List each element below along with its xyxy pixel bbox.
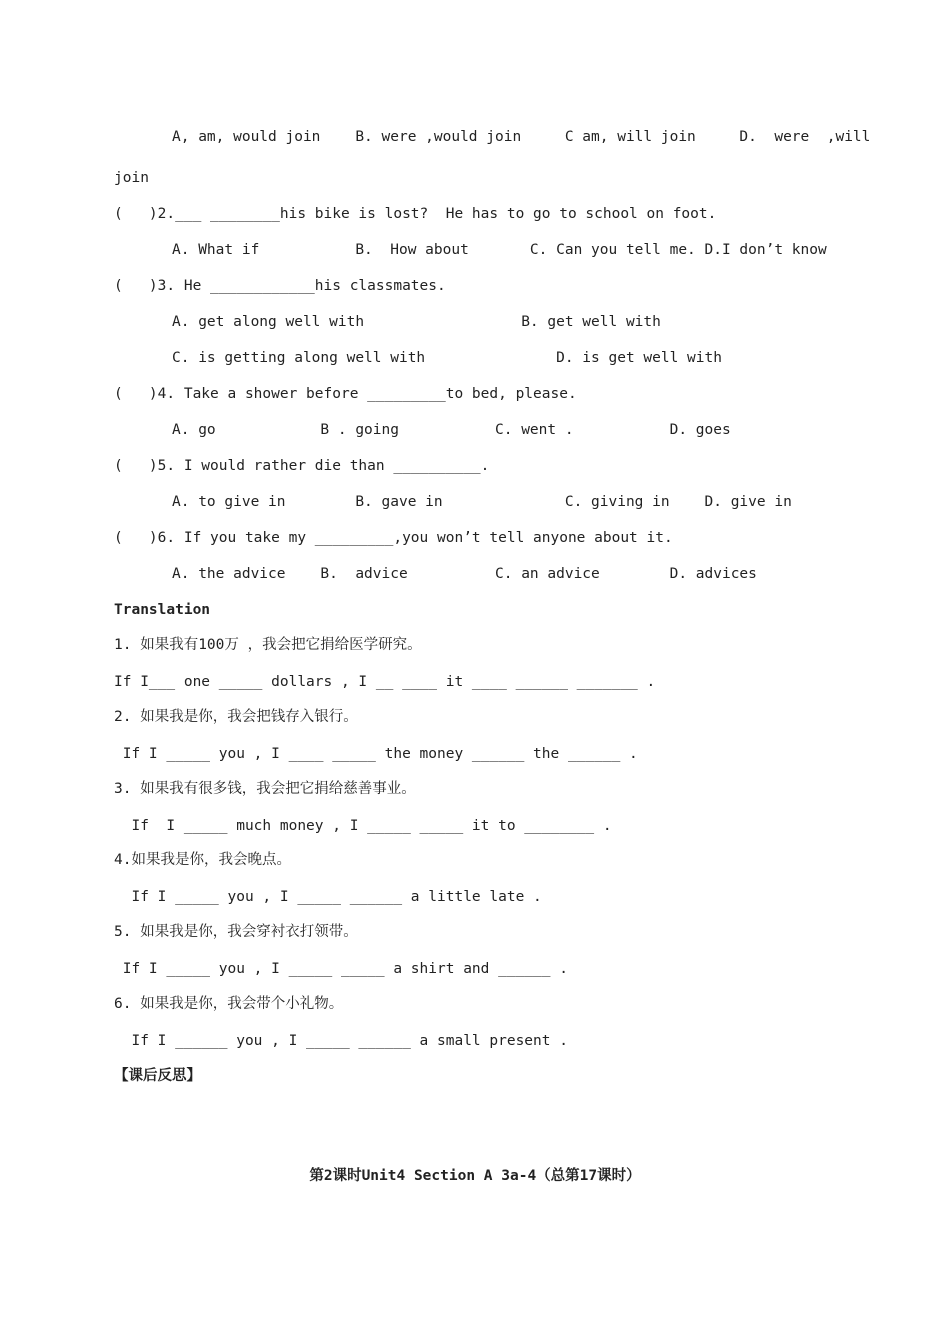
q6-stem: ( )6. If you take my _________,you won’t tell anyone about it. — [114, 530, 673, 546]
translation-item-5-cn: 5. 如果我是你，我会穿衬衣打领带。 — [114, 924, 358, 940]
translation-item-4-en: If I _____ you , I _____ ______ a little late . — [114, 889, 542, 905]
translation-item-5-en: If I _____ you , I _____ _____ a shirt and ______ . — [114, 961, 568, 977]
translation-item-3-en: If I _____ much money , I _____ _____ it to ________ . — [114, 818, 612, 834]
q2-stem: ( )2.___ ________his bike is lost? He has to go to school on foot. — [114, 206, 717, 222]
q5-options: A. to give in B. gave in C. giving in D. give in — [172, 494, 792, 510]
q4-stem: ( )4. Take a shower before _________to bed, please. — [114, 386, 577, 402]
translation-item-1-en: If I___ one _____ dollars , I __ ____ it ____ ______ _______ . — [114, 674, 656, 690]
q1-options: A, am, would join B. were ,would join C am, will join D. were ,will — [172, 129, 871, 145]
translation-heading: Translation — [114, 602, 211, 618]
translation-item-3-cn: 3. 如果我有很多钱，我会把它捐给慈善事业。 — [114, 781, 416, 797]
q3-options-ab: A. get along well with B. get well with — [172, 314, 661, 330]
lesson-title: 第2课时Unit4 Section A 3a-4（总第17课时） — [309, 1168, 641, 1184]
q4-options: A. go B . going C. went . D. goes — [172, 422, 731, 438]
q1-options-wrap: join — [114, 170, 149, 186]
translation-item-1-cn: 1. 如果我有100万 ，我会把它捐给医学研究。 — [114, 637, 422, 653]
translation-item-6-en: If I ______ you , I _____ ______ a small present . — [114, 1033, 568, 1049]
translation-item-6-cn: 6. 如果我是你，我会带个小礼物。 — [114, 996, 344, 1012]
q5-stem: ( )5. I would rather die than __________. — [114, 458, 490, 474]
translation-item-4-cn: 4.如果我是你，我会晚点。 — [114, 852, 291, 868]
translation-item-2-en: If I _____ you , I ____ _____ the money ______ the ______ . — [114, 746, 638, 762]
after-class-reflection-heading: 【课后反思】 — [114, 1068, 201, 1084]
q6-options: A. the advice B. advice C. an advice D. advices — [172, 566, 757, 582]
translation-item-2-cn: 2. 如果我是你，我会把钱存入银行。 — [114, 709, 358, 725]
q3-stem: ( )3. He ____________his classmates. — [114, 278, 446, 294]
q2-options: A. What if B. How about C. Can you tell me. D.I don’t know — [172, 242, 827, 258]
q3-options-cd: C. is getting along well with D. is get well with — [172, 350, 722, 366]
